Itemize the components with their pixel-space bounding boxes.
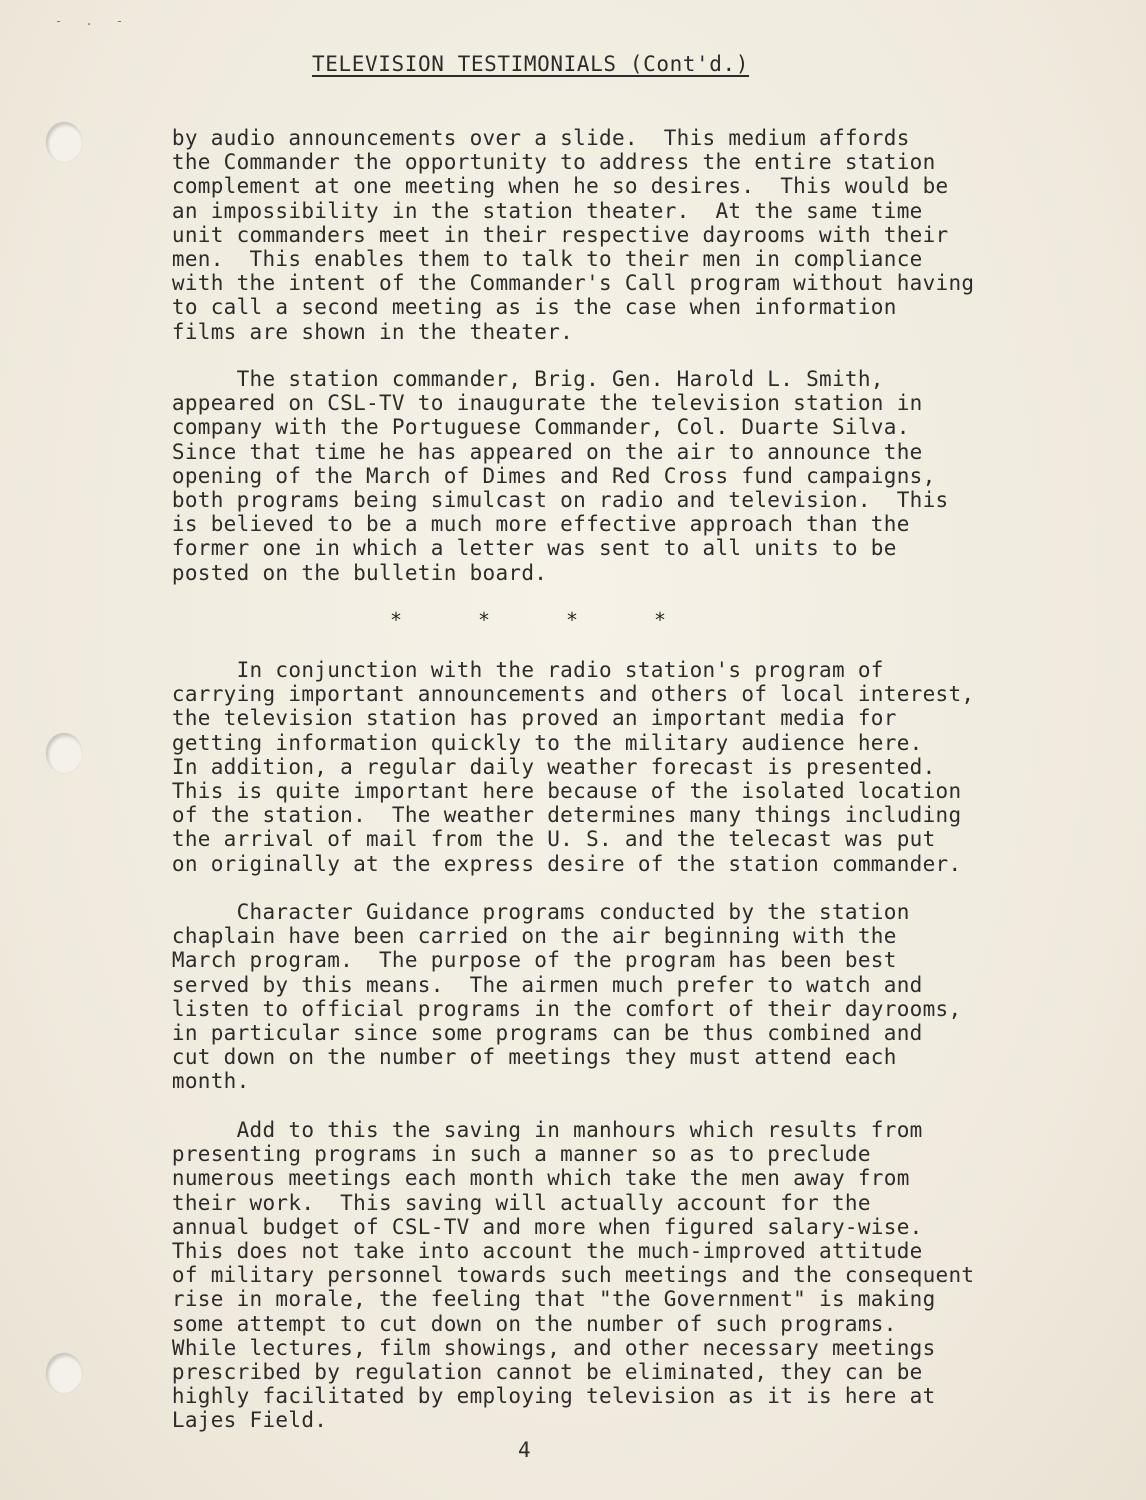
separator-asterisk: *: [390, 608, 403, 632]
paragraph-2: The station commander, Brig. Gen. Harold L. Smith, appeared on CSL-TV to inaugurate the television station in company with the Portuguese Commander, Col. Duarte Silva. Since that time he has appeared on the air to announce the opening of the March of Dimes and Red Cross fund campaigns, both programs being simulcast on radio and television. This is believed to be a much more effective approach than the former one in which a letter was sent to all units to be posted on the bulletin board.: [171, 367, 949, 585]
section-separator: [390, 608, 742, 632]
scan-marks: - . -: [55, 14, 132, 28]
separator-asterisk: *: [566, 608, 579, 632]
paragraph-4: Character Guidance programs conducted by the station chaplain have been carried on the air beginning with the March program. The purpose of the program has been best served by this means. The airmen much prefer to watch and listen to official programs in the comfort of their dayrooms, in particular since some programs can be thus combined and cut down on the number of meetings they must attend each month.: [171, 900, 962, 1094]
paragraph-1: by audio announcements over a slide. This medium affords the Commander the opportunity to address the entire station complement at one meeting when he so desires. This would be an impossibility in the station theater. At the same time unit commanders meet in their respective dayrooms with their men. This enables them to talk to their men in compliance with the intent of the Commander's Call program without having to call a second meeting as is the case when information films are shown in the theater.: [171, 126, 975, 344]
page-heading: TELEVISION TESTIMONIALS (Cont'd.): [312, 52, 750, 76]
paragraph-3: In conjunction with the radio station's program of carrying important announcements and others of local interest, the television station has proved an important media for getting information quickly to the military audience here. In addition, a regular daily weather forecast is presented. This is quite important here because of the isolated location of the station. The weather determines many things including the arrival of mail from the U. S. and the telecast was put on originally at the express desire of the station commander.: [171, 658, 975, 876]
paragraph-5: Add to this the saving in manhours which results from presenting programs in such a manner so as to preclude numerous meetings each month which take the men away from their work. This saving will actually account for the annual budget of CSL-TV and more when figured salary-wise. This does not take into account the much-improved attitude of military personnel towards such meetings and the consequent rise in morale, the feeling that "the Government" is making some attempt to cut down on the number of such programs. While lectures, film showings, and other necessary meetings prescribed by regulation cannot be eliminated, they can be highly facilitated by employing television as it is here at Lajes Field.: [171, 1118, 975, 1433]
punch-hole: [46, 1353, 82, 1393]
separator-asterisk: *: [478, 608, 491, 632]
punch-hole: [46, 122, 82, 162]
punch-hole: [46, 733, 82, 773]
separator-asterisk: *: [654, 608, 667, 632]
page-number: 4: [518, 1438, 531, 1462]
